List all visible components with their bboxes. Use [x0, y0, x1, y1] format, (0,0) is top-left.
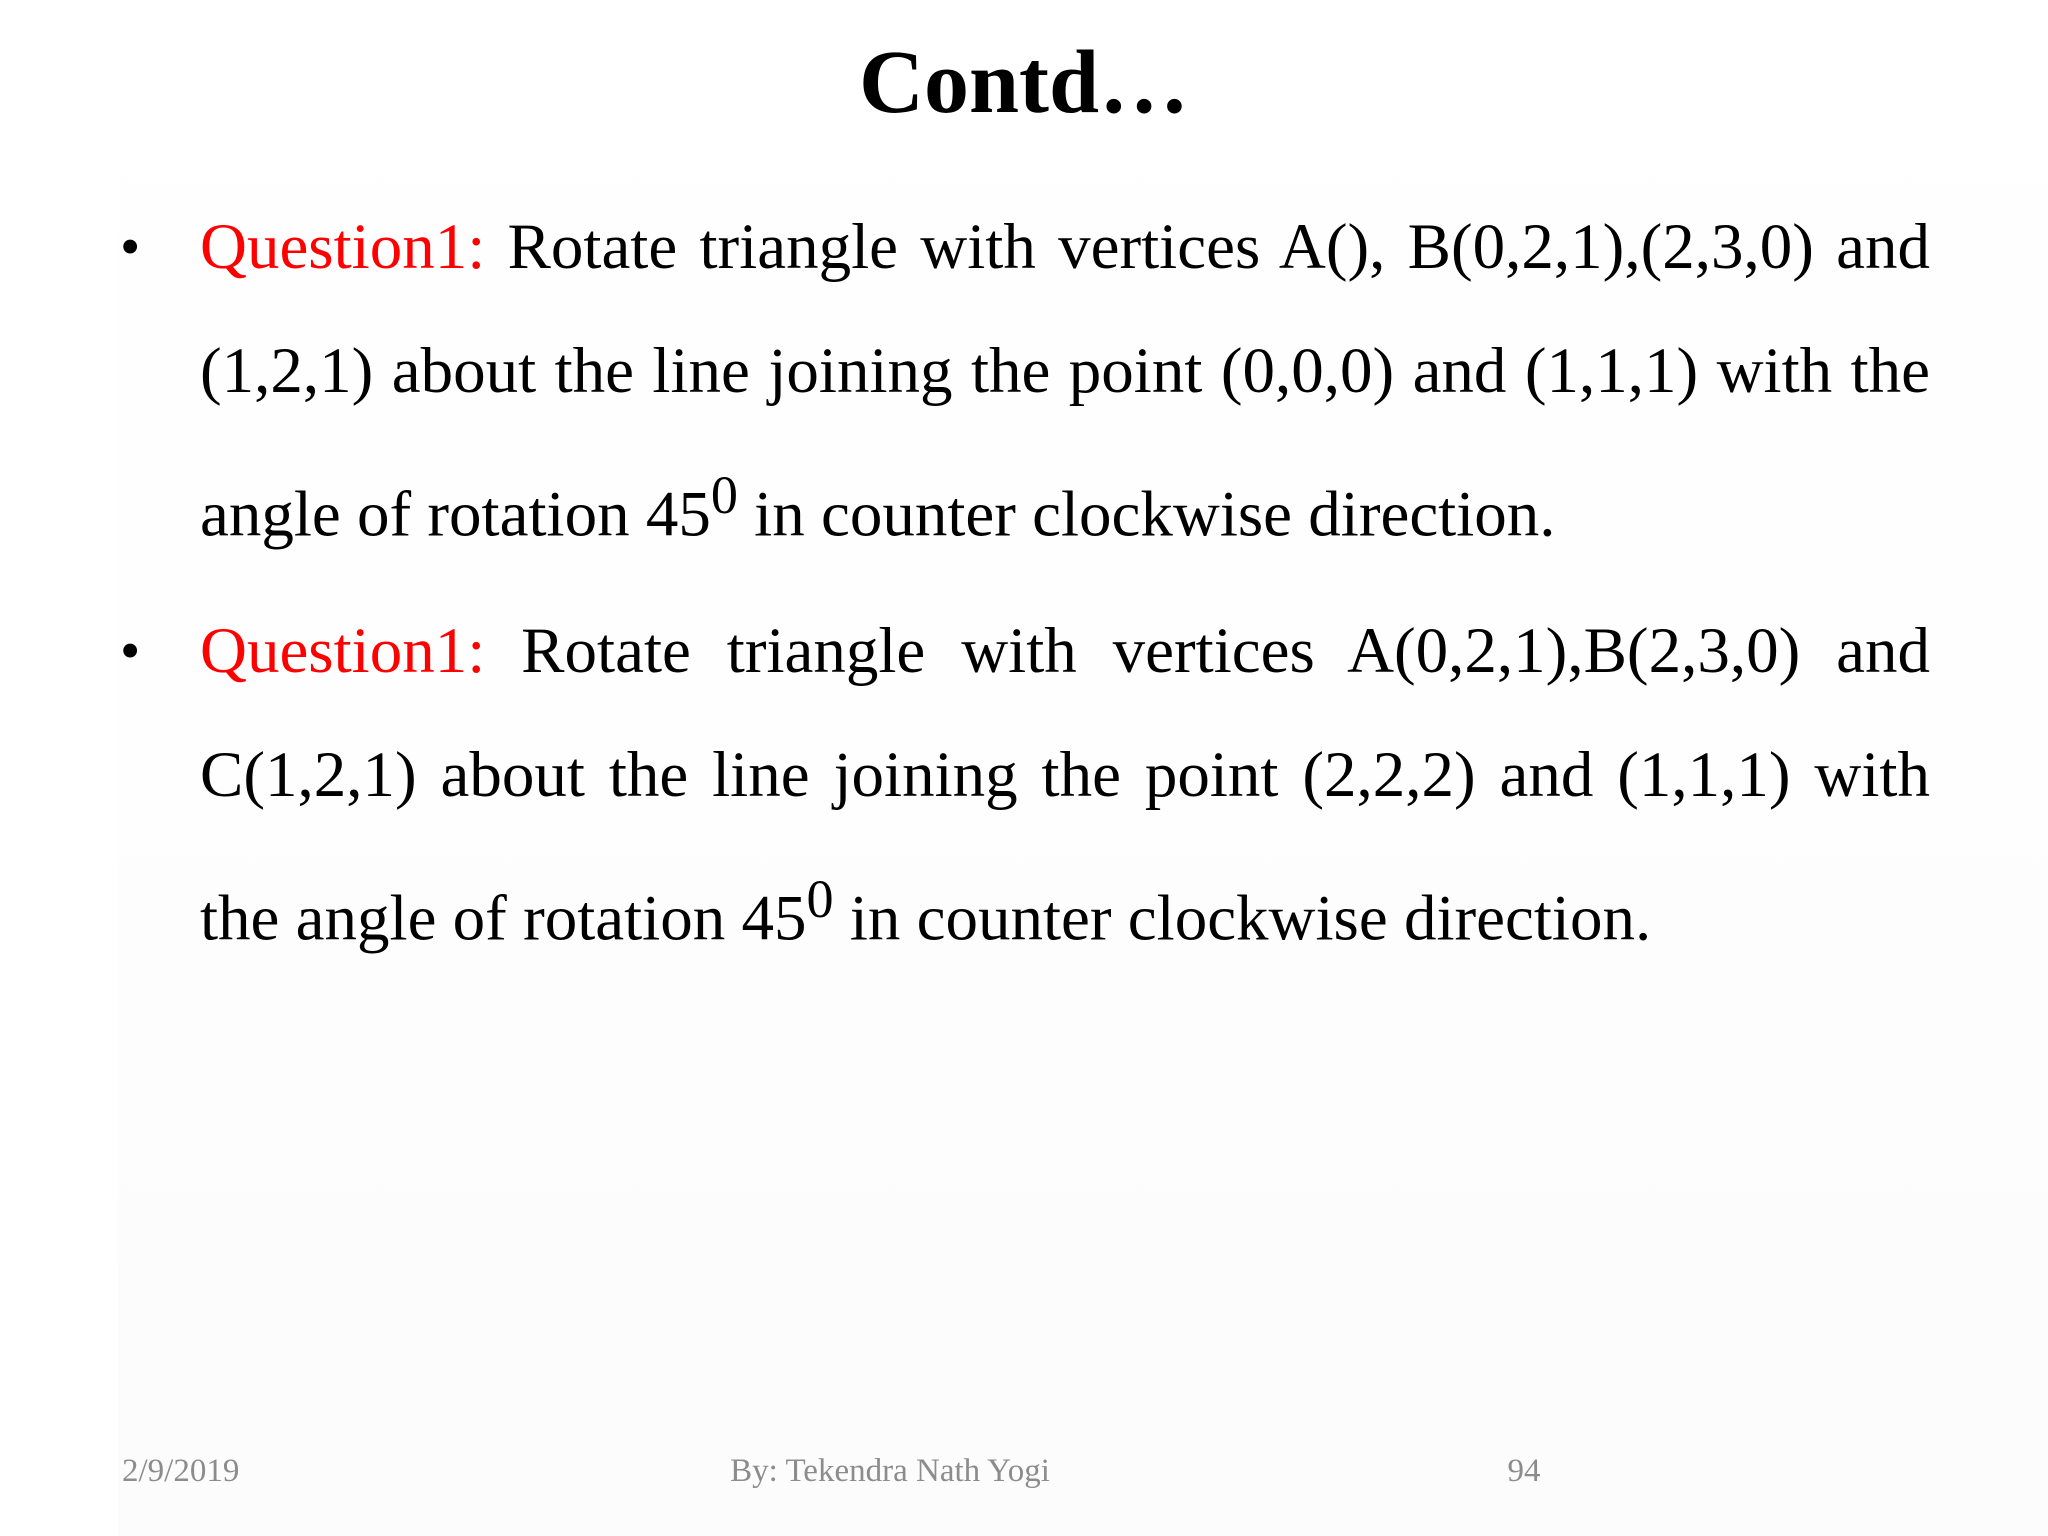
question-item-2 — [120, 589, 1930, 981]
footer-date: 2/9/2019 — [122, 1453, 240, 1489]
question-text: Rotate triangle with vertices A(0,2,1),B(2,3,0) and C(1,2,1) about the line joining the point (2,2,2) and (1,1,1) with the angle of rotation 45 — [200, 614, 1930, 955]
angle-superscript: 0 — [710, 465, 738, 525]
bullet-icon: • — [120, 617, 141, 683]
question-text-end: in counter clockwise direction. — [737, 478, 1556, 551]
footer-author: By: Tekendra Nath Yogi — [730, 1453, 1050, 1489]
question-text-end: in counter clockwise direction. — [833, 882, 1652, 955]
footer-page-number: 94 — [1507, 1453, 1541, 1489]
question-text: Rotate triangle with vertices A(), B(0,2,1),(2,3,0) and (1,2,1) about the line joining the point (0,0,0) and (1,1,1) with the angle of rotation 45 — [200, 211, 1930, 551]
question-item-1 — [120, 185, 1930, 577]
question-label: Question1: — [200, 614, 486, 687]
question-list — [120, 185, 1930, 980]
bullet-icon: • — [120, 214, 141, 279]
question-label: Question1: — [200, 211, 486, 283]
slide-title: Contd… — [858, 33, 1190, 132]
angle-superscript: 0 — [806, 868, 834, 929]
